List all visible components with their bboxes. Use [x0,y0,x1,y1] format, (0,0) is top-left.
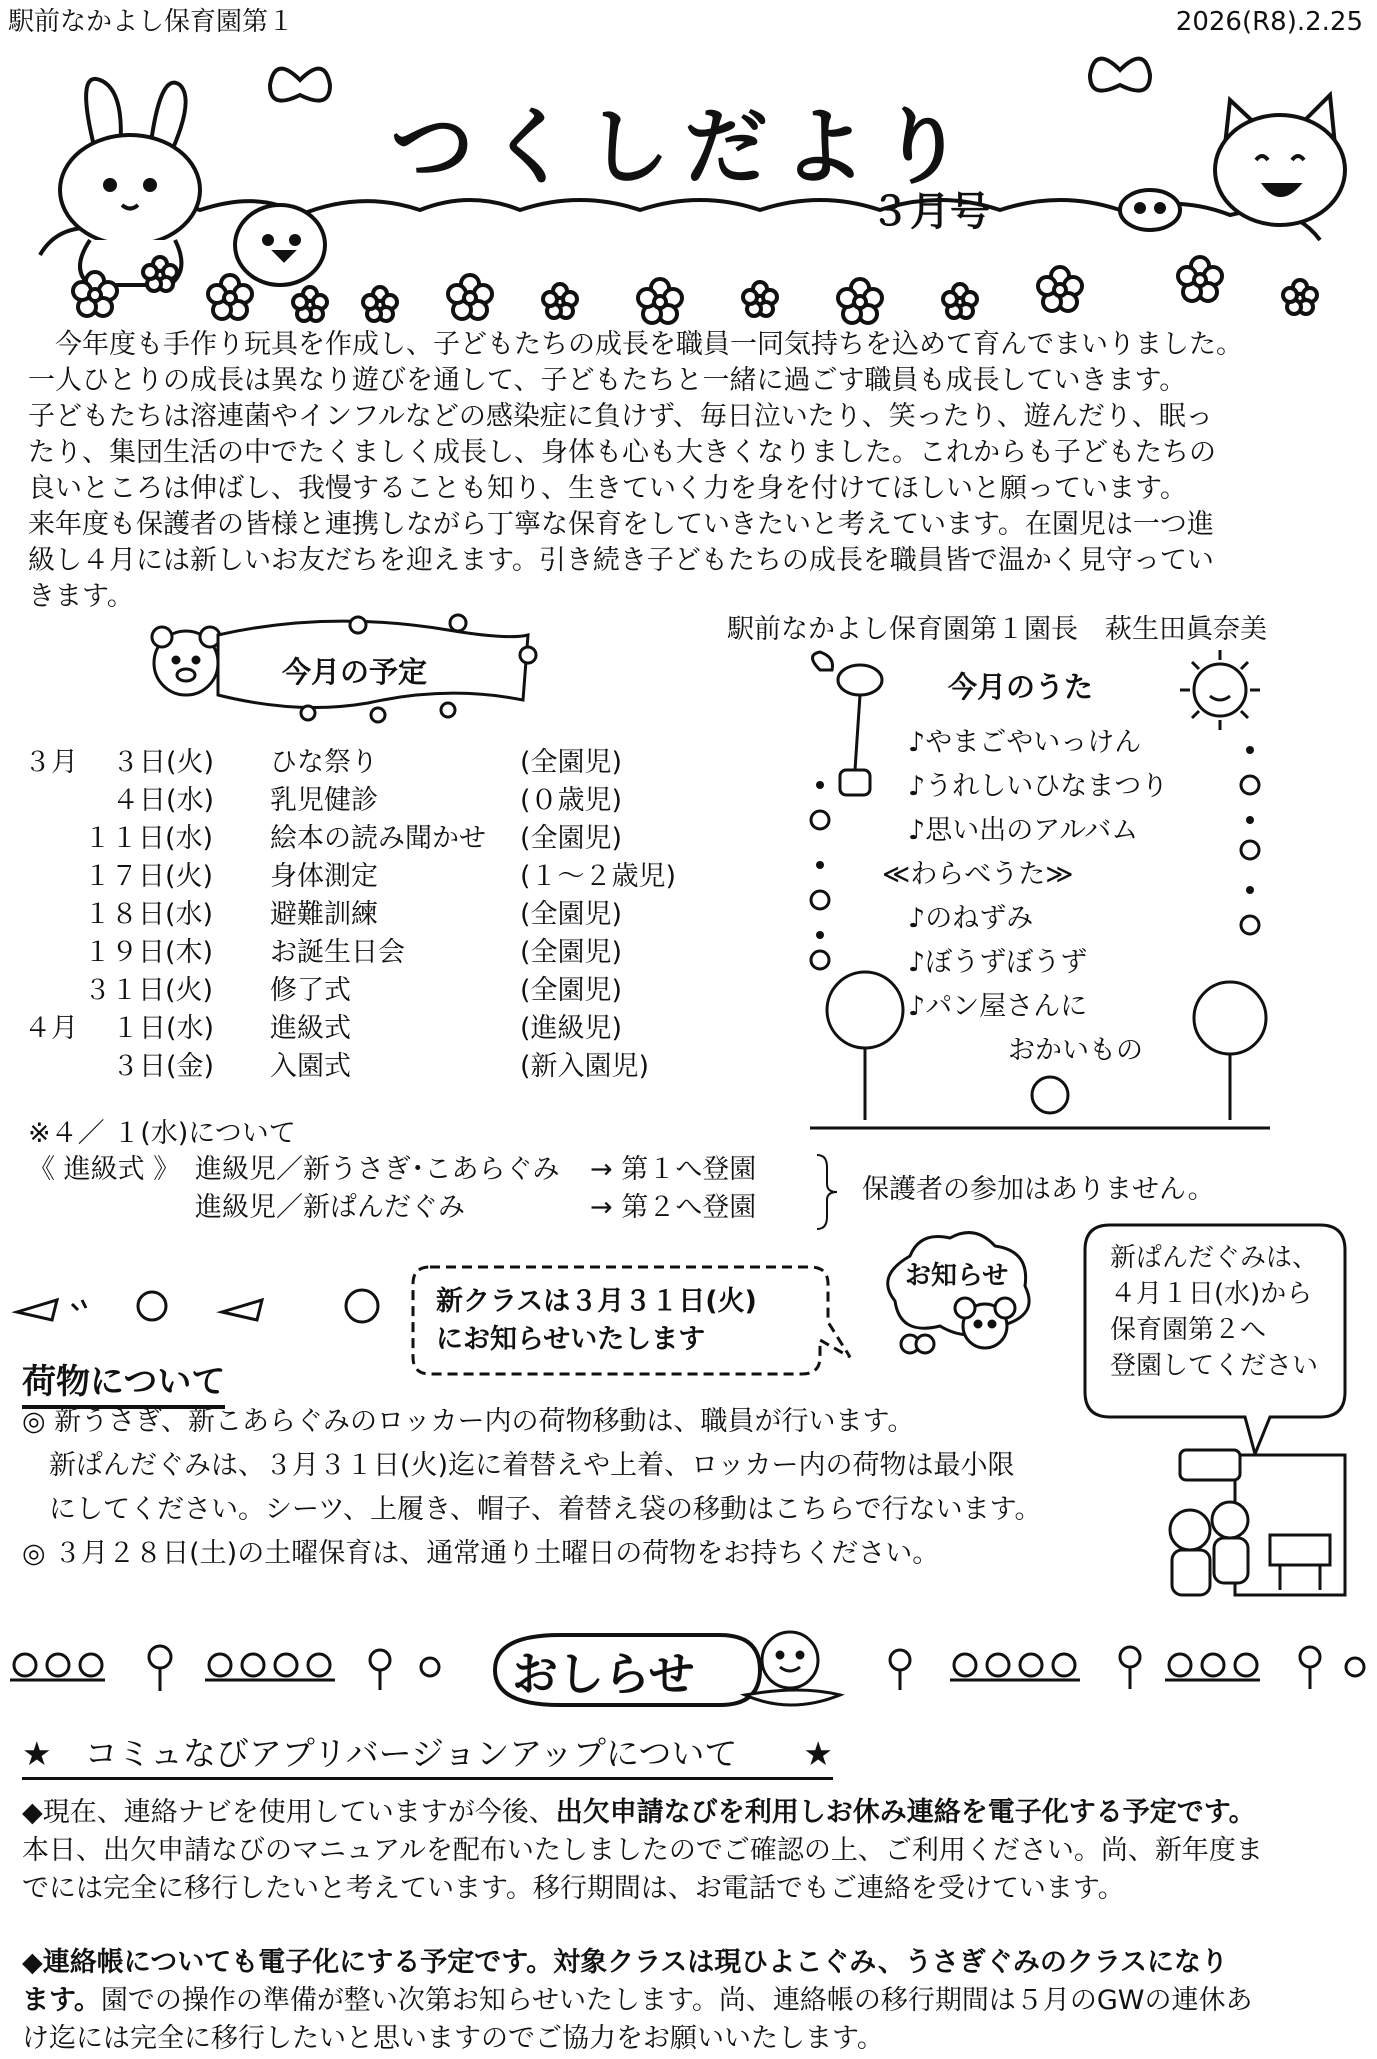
notice-line: 本日、出欠申請なびのマニュアルを配布いたしましたのでご確認の上、ご利用ください。尚、新年度ま [22,1835,1263,1866]
schedule-target: (全園児) [520,823,623,854]
issue-date: 2026(R8).2.25 [1175,7,1363,37]
notice-text: ◆現在、連絡ナビを使用していますが今後、 [22,1797,556,1828]
intro-line: 来年度も保護者の皆様と連携しながら丁寧な保育をしていきたいと考えています。在園児は一つ進 [28,509,1214,540]
speech-text [1110,1240,1318,1384]
schedule-target: (０歳児) [520,785,623,816]
notice-text: 園での操作の準備が整い次第お知らせいたします。尚、連絡帳の移行期間は５月のGWの連休あ [100,1985,1253,2016]
schedule-day: １７日(火) [84,861,214,892]
speech-line: 保育園第２へ [1110,1315,1267,1345]
schedule-event: 入園式 [270,1051,351,1082]
song-item: ♪やまごやいっけん [908,727,1142,758]
april-note-dest: → 第２へ登園 [590,1192,757,1223]
belongings-text [22,1404,1042,1580]
chick-icon [235,205,325,285]
notice-line: ◆連絡帳についても電子化にする予定です。対象クラスは現ひよこぐみ、うさぎぐみのクラスになり [22,1947,1229,1978]
schedule-row [0,892,720,930]
mouse-icon [955,1298,1015,1348]
song-item: ♪のねずみ [908,903,1034,934]
schedule-target: (全園児) [520,747,623,778]
april-note-class: 進級児／新うさぎ･こあらぐみ [195,1154,560,1185]
song-item: ♪うれしいひなまつり [908,771,1169,802]
schedule-day: ３日(金) [112,1051,215,1082]
notice-line: でには完全に移行したいと考えています。移行期間は、お電話でもご連絡を受けています。 [22,1873,1125,1904]
schedule-event: 進級式 [270,1013,351,1044]
schedule-row [0,816,720,854]
schedule-target: (全園児) [520,899,623,930]
oshirase-banner-title: おしらせ [512,1647,695,1701]
children-icon [1170,1502,1248,1595]
april-note-class: 進級児／新ぱんだぐみ [195,1192,465,1223]
schedule-event: 避難訓練 [270,899,378,930]
song-item: ♪パン屋さんに [908,991,1088,1022]
song-item: ♪思い出のアルバム [908,815,1139,846]
schedule-day: １日(水) [112,1013,215,1044]
schedule-month: ４月 [24,1013,78,1044]
schedule-event: お誕生日会 [270,937,405,968]
notice-body [22,1795,1263,2059]
schedule-day: １８日(水) [84,899,214,930]
notice-title: ★ コミュなびアプリバージョンアップについて ★ [22,1728,833,1780]
class-notice-line: 新クラスは３月３１日(火) [436,1286,757,1317]
speech-line: 登園してください [1110,1351,1319,1381]
april-note-title: ※４／ １(水)について [28,1118,296,1149]
bee-icon [813,652,883,795]
parents-note: 保護者の参加はありません。 [862,1174,1215,1205]
bear-icon [152,627,220,695]
schedule-target: (進級児) [520,1013,623,1044]
intro-line: 一人ひとりの成長は異なり遊びを通して、子どもたちと一緒に過ごす職員も成長していきます。 [28,365,1187,396]
principal-signature: 駅前なかよし保育園第１園長 萩生田眞奈美 [727,614,1267,645]
schedule-day: ３日(火) [112,747,215,778]
schedule-event: ひな祭り [270,747,378,778]
oshirase-badge-label: お知らせ [905,1261,1009,1291]
schedule-row [0,1044,720,1082]
belongings-line: にしてください。シーツ、上履き、帽子、着替え袋の移動はこちらで行ないます。 [22,1494,1042,1525]
speech-line: 新ぱんだぐみは、 [1110,1243,1319,1273]
school-name: 駅前なかよし保育園第１ [8,7,295,37]
april-note-label: 《 進級式 》 [28,1154,181,1185]
schedule-row [0,930,720,968]
decor-line [12,1282,392,1332]
speech-line: ４月１日(水)から [1110,1279,1313,1309]
schedule-day: ３１日(火) [84,975,214,1006]
intro-line: 良いところは伸ばし、我慢することも知り、生きていく力を身を付けてほしいと願っています。 [28,473,1187,504]
notice-line [22,1795,1263,1833]
schedule-row [0,740,720,778]
belongings-line: ◎ 新うさぎ、新こあらぐみのロッカー内の荷物移動は、職員が行います。 [22,1406,915,1437]
newsletter-title: つくしだより [390,98,979,196]
belongings-heading: 荷物について [22,1354,225,1409]
schedule-target: (新入園児) [520,1051,650,1082]
intro-line: きます。 [28,581,134,612]
schedule-day: １９日(木) [84,937,214,968]
schedule-row [0,1006,720,1044]
brace [812,1152,842,1232]
april-note-dest: → 第１へ登園 [590,1154,757,1185]
song-item: ♪ぼうずぼうず [908,947,1088,978]
schedule-day: １１日(水) [84,823,214,854]
belongings-line: 新ぱんだぐみは、３月３１日(火)迄に着替えや上着、ロッカー内の荷物は最小限 [22,1450,1015,1481]
schedule-row [0,778,720,816]
schedule-row [0,968,720,1006]
schedule-event: 絵本の読み聞かせ [270,823,486,854]
schedule-row [0,854,720,892]
schedule-target: (全園児) [520,937,623,968]
schedule-heading: 今月の予定 [282,655,428,689]
notice-emphasis: 出欠申請なびを利用しお休み連絡を電子化する予定です。 [555,1797,1256,1828]
schedule-event: 修了式 [270,975,351,1006]
sun-icon [1180,650,1260,730]
intro-line: 級し４月には新しいお友だちを迎えます。引き続き子どもたちの成長を職員皆で温かく見守ってい [28,545,1214,576]
belongings-line: ◎ ３月２８日(土)の土曜保育は、通常通り土曜日の荷物をお持ちください。 [22,1538,940,1569]
classroom-illustration [1140,1445,1350,1615]
rabbit-icon [60,79,200,285]
schedule-event: 乳児健診 [270,785,378,816]
issue-number: ３月号 [870,189,990,235]
intro-line: たり、集団生活の中でたくましく成長し、身体も心も大きくなりました。これからも子どもたちの [28,437,1216,468]
schedule-target: (全園児) [520,975,623,1006]
song-item: ≪わらべうた≫ [882,859,1074,890]
class-notice-line: にお知らせいたします [436,1324,706,1355]
intro-line: 子どもたちは溶連菌やインフルなどの感染症に負けず、毎日泣いたり、笑ったり、遊んだり、眠っ [28,401,1213,432]
song-item: おかいもの [1008,1035,1143,1066]
schedule-event: 身体測定 [270,861,378,892]
notice-emphasis: ます。 [22,1985,101,2016]
oshirase-badge [880,1226,1040,1366]
ladybug-icon [1120,190,1180,230]
songs-heading: 今月のうた [948,670,1094,704]
notice-line: け迄には完全に移行したいと思いますのでご協力をお願いいたします。 [22,2023,884,2054]
schedule-target: (１～２歳児) [520,861,677,892]
flower-icon [901,1335,934,1353]
schedule-month: ３月 [24,747,78,778]
intro-line: 今年度も手作り玩具を作成し、子どもたちの成長を職員一同気持ちを込めて育んでまいりました。 [28,329,1243,360]
notice-line [22,1983,1263,2021]
intro-paragraph [28,327,1243,615]
cat-icon [1215,95,1345,225]
schedule-day: ４日(水) [112,785,215,816]
